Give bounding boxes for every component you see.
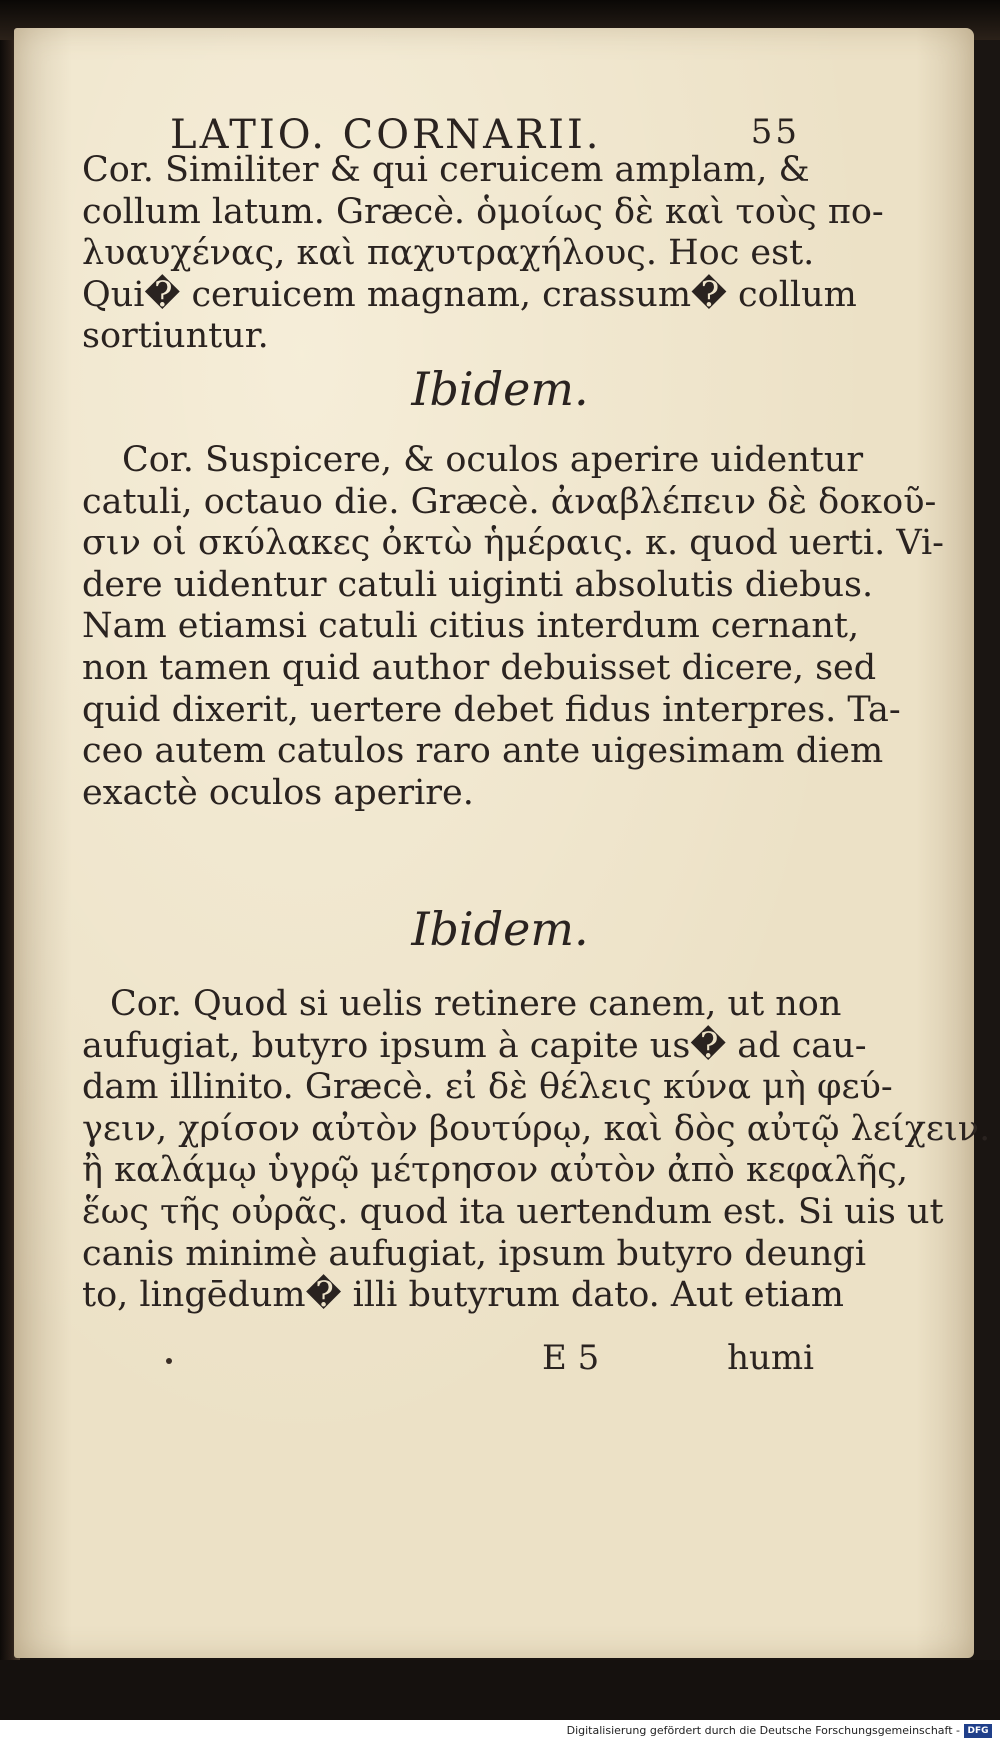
- text-line: ἢ καλάμῳ ὑγρῷ μέτρησον αὐτὸν ἀπὸ κεφαλῆς,: [82, 1150, 909, 1191]
- section-heading: Ibidem.: [411, 362, 589, 416]
- text-line: dere uidentur catuli uiginti absolutis diebus.: [82, 564, 874, 605]
- text-line: Cor. Suspicere, & oculos aperire uidentur: [122, 440, 864, 480]
- paragraph-1: [82, 150, 884, 358]
- signature-line: [82, 1338, 822, 1382]
- text-line: exactè oculos aperire.: [82, 772, 474, 813]
- footer-credit: Digitalisierung gefördert durch die Deutsche Forschungsgemeinschaft -: [566, 1724, 960, 1737]
- text-line: σιν οἱ σκύλακες ὀκτὼ ἡμέραις. κ. quod uerti. Vi-: [82, 523, 944, 564]
- text-line: ceo autem catulos raro ante uigesimam diem: [82, 731, 884, 772]
- paragraph-3: [82, 984, 991, 1317]
- catchword: humi: [727, 1338, 814, 1378]
- dfg-logo: DFG: [964, 1724, 992, 1738]
- text-line: canis minimè aufugiat, ipsum butyro deungi: [82, 1233, 867, 1274]
- folio-number: 55: [750, 112, 800, 152]
- running-title: LATIO. CORNARII.: [170, 112, 602, 158]
- text-line: ἕως τῆς οὐρᾶς. quod ita uertendum est. Si uis ut: [82, 1191, 944, 1232]
- bottom-shadow: [0, 1660, 1000, 1720]
- paragraph-2: [82, 440, 944, 814]
- text-line: γειν, χρίσον αὐτὸν βουτύρῳ, καὶ δὸς αὐτῷ λείχειν.: [82, 1108, 991, 1149]
- text-line: sortiuntur.: [82, 316, 269, 357]
- text-line: catuli, octauo die. Græcè. ἀναβλέπειν δὲ δοκοῦ-: [82, 481, 937, 522]
- text-line: to, lingēdum� illi butyrum dato. Aut etiam: [82, 1275, 844, 1316]
- section-heading: Ibidem.: [411, 902, 589, 956]
- text-line: dam illinito. Græcè. εἰ δὲ θέλεις κύνα μὴ φεύ-: [82, 1067, 893, 1108]
- text-line: non tamen quid author debuisset dicere, sed: [82, 647, 877, 688]
- text-line: Cor. Quod si uelis retinere canem, ut non: [110, 984, 842, 1024]
- text-line: quid dixerit, uertere debet fidus interpres. Ta-: [82, 689, 901, 730]
- ink-spot: [166, 1358, 172, 1364]
- text-line: Nam etiamsi catuli citius interdum cernant,: [82, 606, 860, 647]
- text-line: λυαυχένας, καὶ παχυτραχήλους. Hoc est.: [82, 233, 815, 274]
- text-line: collum latum. Græcè. ὁμοίως δὲ καὶ τοὺς πο-: [82, 191, 884, 232]
- text-line: aufugiat, butyro ipsum à capite us� ad cau-: [82, 1025, 867, 1066]
- text-line: Cor. Similiter & qui ceruicem amplam, &: [82, 150, 810, 190]
- signature-mark: E 5: [542, 1338, 600, 1378]
- text-line: Qui� ceruicem magnam, crassum� collum: [82, 274, 857, 315]
